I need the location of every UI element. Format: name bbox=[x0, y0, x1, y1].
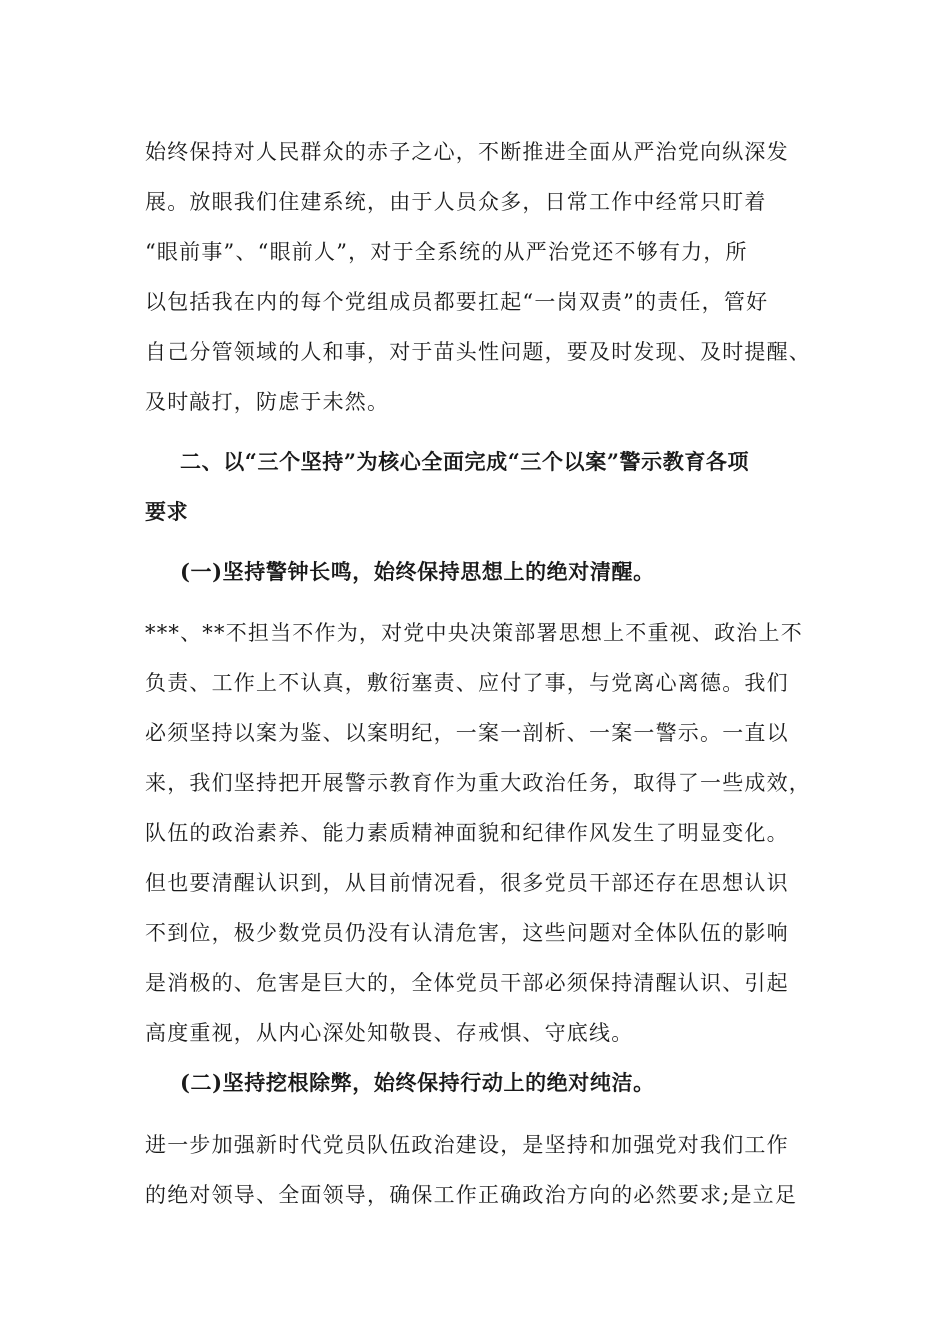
paragraph-line-6: 及时敲打，防虑于未然。 bbox=[145, 390, 390, 414]
paragraph-line-18: 高度重视，从内心深处知敬畏、存戒惧、守底线。 bbox=[145, 1021, 634, 1045]
paragraph-line-5: 自己分管领域的人和事，对于苗头性问题，要及时发现、及时提醒、 bbox=[145, 340, 811, 364]
subsection-heading-2: (二)坚持挖根除弊，始终保持行动上的绝对纯洁。 bbox=[180, 1070, 655, 1095]
paragraph-line-2: 展。放眼我们住建系统，由于人员众多，日常工作中经常只盯着 bbox=[145, 190, 767, 214]
section-heading-2-line-2: 要求 bbox=[145, 499, 189, 524]
paragraph-line-15: 但也要清醒认识到，从目前情况看，很多党员干部还存在思想认识 bbox=[145, 871, 789, 895]
paragraph-line-3: “眼前事”、“眼前人”，对于全系统的从严治党还不够有力，所 bbox=[145, 240, 748, 264]
paragraph-line-13: 来，我们坚持把开展警示教育作为重大政治任务，取得了一些成效， bbox=[145, 771, 811, 795]
paragraph-line-1: 始终保持对人民群众的赤子之心，不断推进全面从严治党向纵深发 bbox=[145, 140, 789, 164]
paragraph-line-11: 负责、工作上不认真，敷衍塞责、应付了事，与党离心离德。我们 bbox=[145, 671, 789, 695]
paragraph-line-10: ***、**不担当不作为，对党中央决策部署思想上不重视、政治上不 bbox=[145, 621, 803, 645]
paragraph-line-14: 队伍的政治素养、能力素质精神面貌和纪律作风发生了明显变化。 bbox=[145, 821, 789, 845]
paragraph-line-12: 必须坚持以案为鉴、以案明纪，一案一剖析、一案一警示。一直以 bbox=[145, 721, 789, 745]
paragraph-line-16: 不到位，极少数党员仍没有认清危害，这些问题对全体队伍的影响 bbox=[145, 921, 789, 945]
section-heading-2-line-1: 二、以“三个坚持”为核心全面完成“三个以案”警示教育各项 bbox=[180, 449, 750, 474]
paragraph-line-21: 的绝对领导、全面领导，确保工作正确政治方向的必然要求;是立足 bbox=[145, 1183, 798, 1207]
paragraph-line-17: 是消极的、危害是巨大的，全体党员干部必须保持清醒认识、引起 bbox=[145, 971, 789, 995]
paragraph-line-20: 进一步加强新时代党员队伍政治建设，是坚持和加强党对我们工作 bbox=[145, 1133, 789, 1157]
subsection-heading-1: (一)坚持警钟长鸣，始终保持思想上的绝对清醒。 bbox=[180, 559, 655, 584]
paragraph-line-4: 以包括我在内的每个党组成员都要扛起“一岗双责”的责任，管好 bbox=[145, 290, 769, 314]
